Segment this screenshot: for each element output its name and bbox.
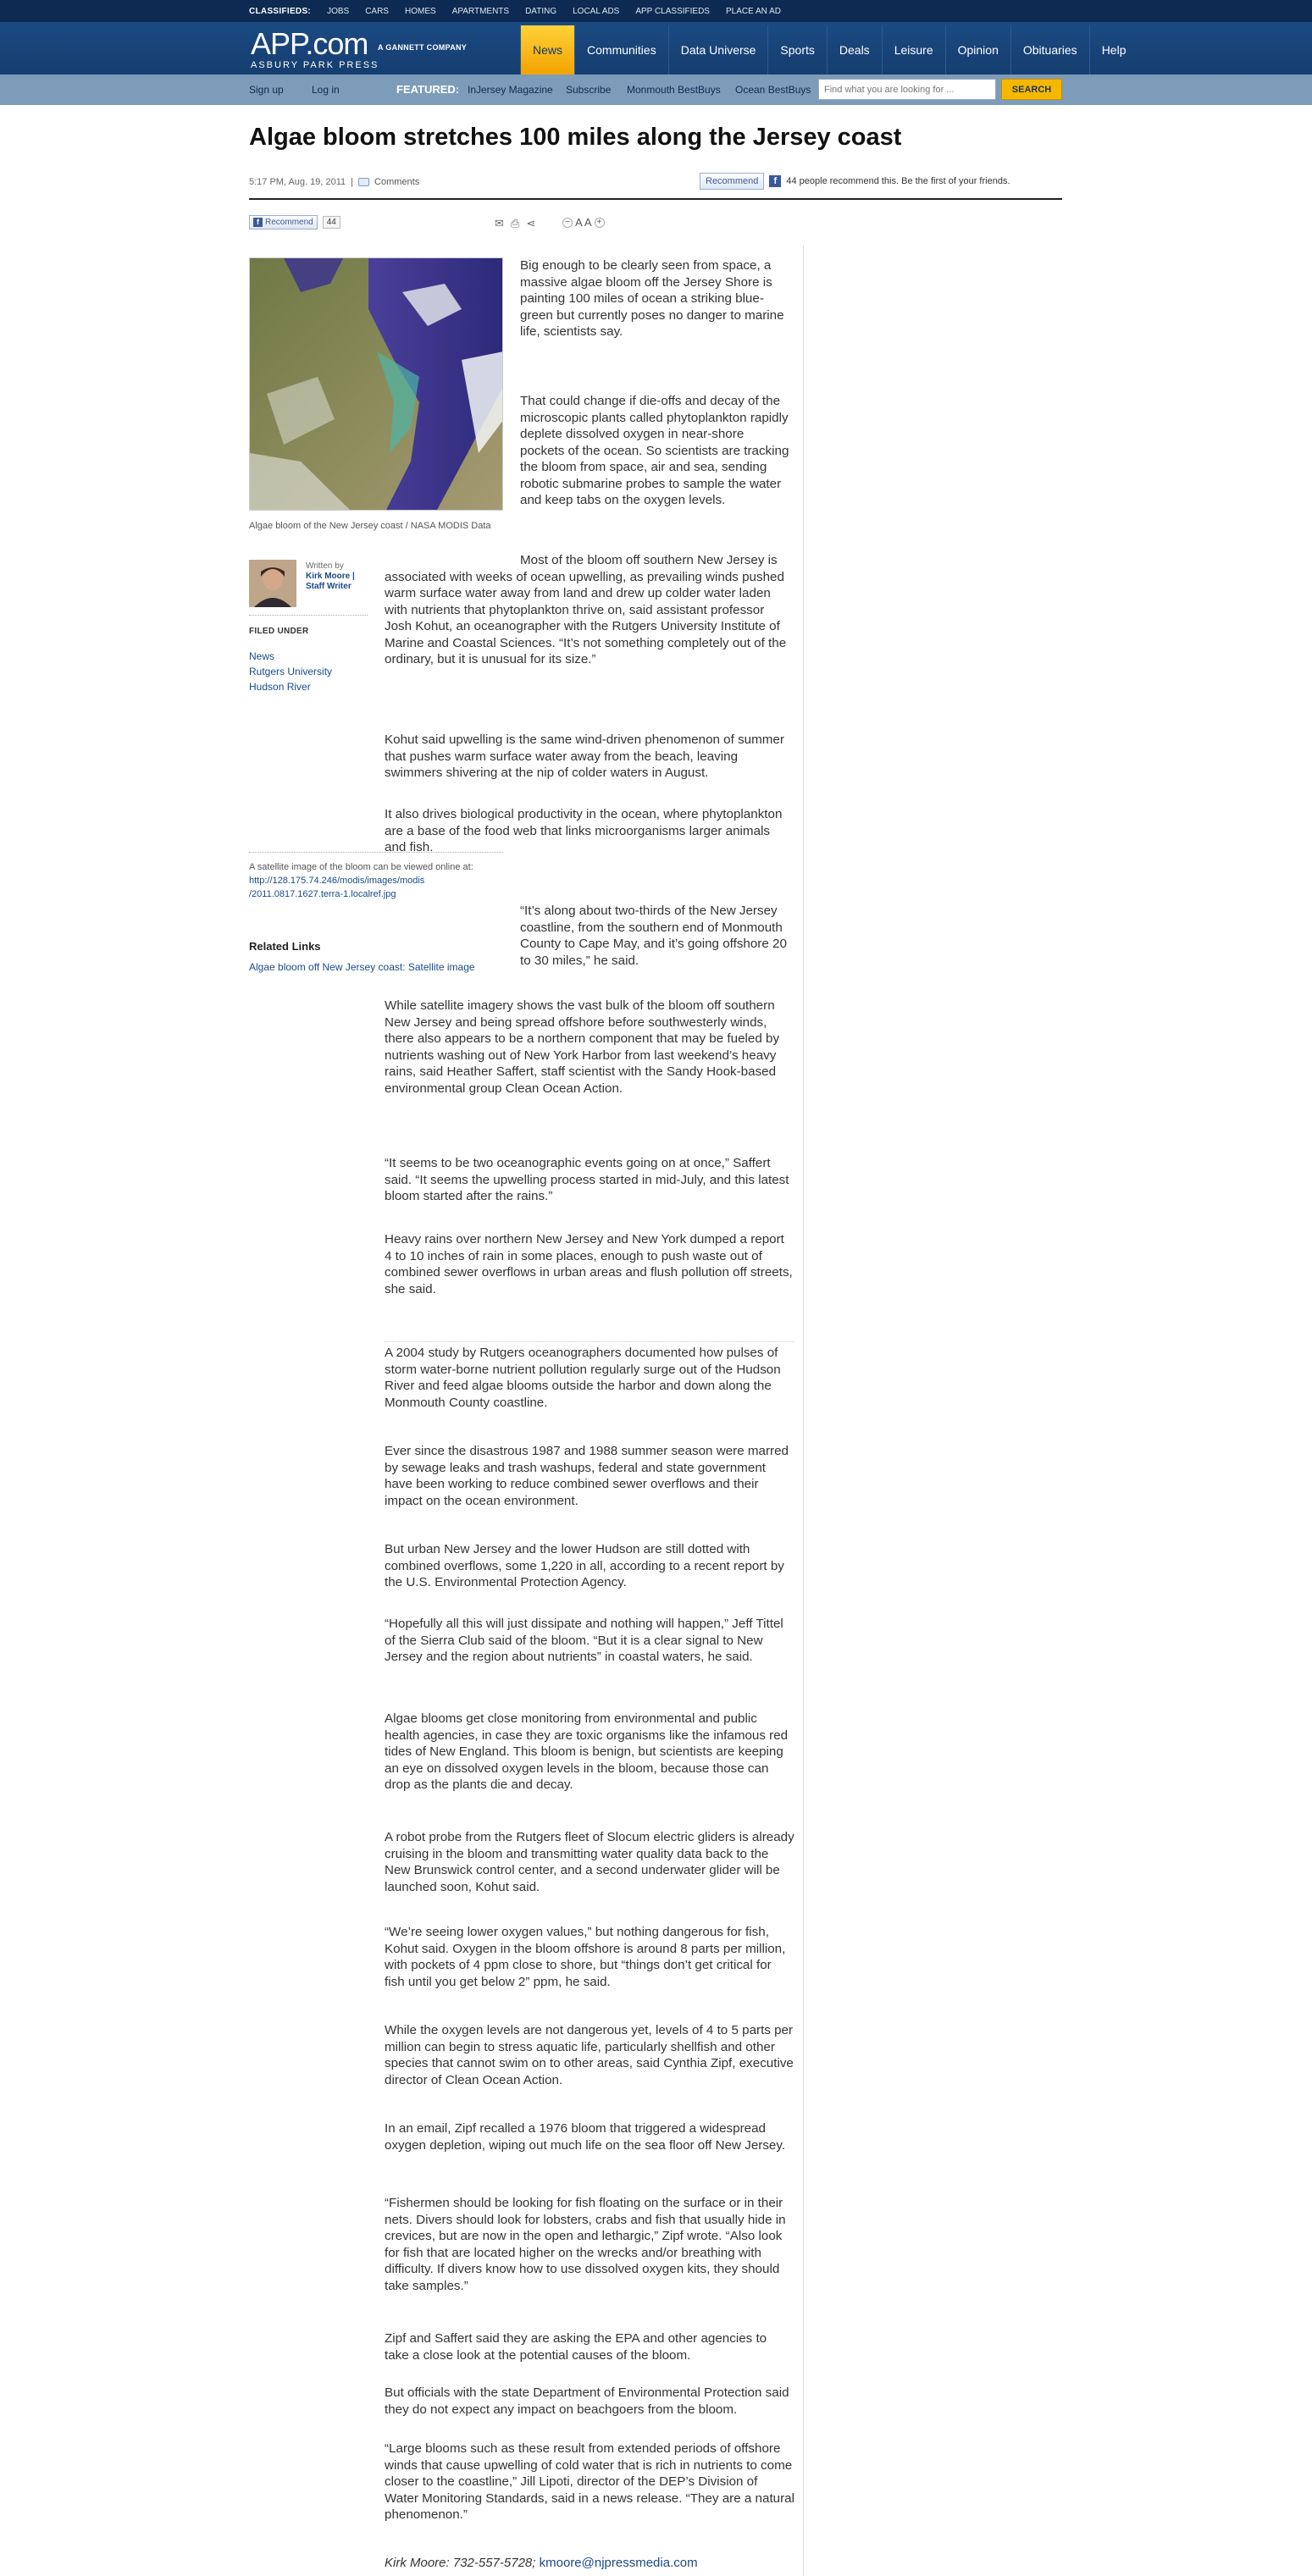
article-paragraph: A robot probe from the Rutgers fleet of Slocum electric gliders is already cruising in the bloom and transmitting water quality data back to the New Brunswick control center, and a second underwater glider will be launched soon, Kohut said. <box>385 1830 794 1894</box>
satellite-image-link[interactable]: http://128.175.74.246/modis/images/modis /2011.0817.1627.terra-1.localref.jpg <box>249 876 425 899</box>
signoff-text: Kirk Moore: 732-557-5728; <box>385 2556 536 2570</box>
filed-link-hudson[interactable]: Hudson River <box>249 681 311 693</box>
nav-sports[interactable]: Sports <box>767 25 826 75</box>
comment-icon <box>358 178 369 186</box>
written-by-label: Written by <box>306 561 344 571</box>
nav-obituaries[interactable]: Obituaries <box>1010 25 1089 75</box>
nav-help[interactable]: Help <box>1089 25 1138 75</box>
signoff-email-link[interactable]: kmoore@njpressmedia.com <box>539 2556 698 2570</box>
facebook-bar <box>700 173 1010 190</box>
search-button[interactable]: SEARCH <box>1001 79 1062 100</box>
article-paragraph: It also drives biological productivity in the ocean, where phytoplankton are a base of the food web that links microorganisms larger animals and fish. <box>385 807 783 854</box>
classifieds-bar <box>0 0 1312 22</box>
featured-label: FEATURED: <box>396 83 460 96</box>
nav-communities[interactable]: Communities <box>574 25 668 75</box>
text-larger-icon[interactable]: + <box>595 218 605 228</box>
nav-deals[interactable]: Deals <box>827 25 882 75</box>
article-paragraph: “Fishermen should be looking for fish floating on the surface or in their nets. Divers should look for lobsters, crabs and fish that usually hide in crevices, but are now in the open and lethargic,” Zipf wrote. “Also look for fish that are located higher on the wrecks and/or breathing with difficulty. If divers know how to use dissolved oxygen kits, they should take samples.” <box>385 2196 786 2293</box>
article-paragraph: But officials with the state Department of Environmental Protection said they do not expect any impact on beachgoers from the bloom. <box>385 2385 789 2417</box>
classifieds-label: CLASSIFIEDS: <box>249 6 312 16</box>
satellite-note <box>249 860 503 901</box>
featured-ocean[interactable]: Ocean BestBuys <box>735 84 811 96</box>
share-icon[interactable]: ⋖ <box>526 217 536 229</box>
facebook-icon: f <box>769 175 781 187</box>
comments-link[interactable]: Comments <box>374 177 420 187</box>
filed-link-rutgers[interactable]: Rutgers University <box>249 666 333 677</box>
text-size-label: A A <box>575 216 592 229</box>
text-smaller-icon[interactable]: − <box>562 218 573 228</box>
article-paragraph: Kohut said upwelling is the same wind-driven phenomenon of summer that pushes warm surface water away from the beach, leaving swimmers shivering at the nip of colder waters in August. <box>385 732 784 780</box>
article-paragraph: “It seems to be two oceanographic events going on at once,” Saffert said. “It seems the upwelling process started in mid-July, and this latest bloom started after the rains.” <box>385 1156 789 1203</box>
paragraph-separator <box>385 1341 794 1342</box>
article-paragraph: That could change if die-offs and decay of the microscopic plants called phytoplankton rapidly deplete dissolved oxygen in near-shore pockets of the ocean. So scientists are tracking the bloom from space, air and sea, sending robotic submarine probes to sample the water and keep tabs on the oxygen levels. <box>520 394 789 507</box>
logo-subtitle: ASBURY PARK PRESS <box>251 60 379 70</box>
logo-gannett: A GANNETT COMPANY <box>378 43 468 52</box>
recommend-count: 44 <box>323 216 340 229</box>
fb-recommend-button[interactable]: Recommend <box>700 173 764 190</box>
article-paragraph: While satellite imagery shows the vast bulk of the bloom off southern New Jersey and being spread offshore before southwesterly winds, there also appears to be a northern component that may be fueled by nutrients washing out of New York Harbor from last weekend’s heavy rains, said Heather Saffert, staff scientist with the Sandy Hook-based environmental group Clean Ocean Action. <box>385 998 780 1096</box>
article-paragraph: Ever since the disastrous 1987 and 1988 summer season were marred by sewage leaks and trash washups, federal and state government have been working to reduce combined sewer overflows and their impact on the ocean environment. <box>385 1444 789 1508</box>
filed-under-list <box>249 649 332 694</box>
nav-leisure[interactable]: Leisure <box>882 25 945 75</box>
classified-link-homes[interactable]: HOMES <box>404 6 436 16</box>
nav-opinion[interactable]: Opinion <box>945 25 1010 75</box>
article-paragraph: Big enough to be clearly seen from space, a massive algae bloom off the Jersey Shore is painting 100 miles of ocean a striking blue-green but currently poses no danger to marine life, scientists say. <box>520 258 784 339</box>
article-paragraph: “Large blooms such as these result from extended periods of offshore winds that cause upwelling of cold water that is rich in nutrients to come closer to the coastline,” Jill Lipoti, director of the DEP’s Division of Water Monitoring Standards, said in a news release. “They are a natural phenomenon.” <box>385 2441 794 2522</box>
article-meta <box>249 177 419 187</box>
classified-link-place-ad[interactable]: PLACE AN AD <box>725 6 782 16</box>
main-nav <box>520 25 1138 75</box>
featured-monmouth[interactable]: Monmouth BestBuys <box>627 84 721 96</box>
article-tools <box>249 215 340 229</box>
author-title: Staff Writer <box>306 582 352 591</box>
classified-link-dating[interactable]: DATING <box>525 6 557 16</box>
author-portrait <box>249 560 296 607</box>
author-name-link[interactable]: Kirk Moore | <box>306 572 355 581</box>
meta-separator: | <box>351 177 354 187</box>
satellite-image <box>250 258 503 511</box>
author-avatar[interactable] <box>249 560 296 607</box>
filed-under-label: FILED UNDER <box>249 627 309 636</box>
filed-link-news[interactable]: News <box>249 650 275 662</box>
satellite-note-text: A satellite image of the bloom can be viewed online at: <box>249 862 473 872</box>
headline-rule <box>249 198 1062 200</box>
classified-link-apartments[interactable]: APARTMENTS <box>451 6 510 16</box>
article-paragraph: While the oxygen levels are not dangerous yet, levels of 4 to 5 parts per million can begin to stress aquatic life, particularly shellfish and other species that cannot swim on to other areas, said Cynthia Zipf, executive director of Clean Ocean Action. <box>385 2023 794 2087</box>
article-timestamp: 5:17 PM, Aug. 19, 2011 <box>249 177 346 187</box>
featured-subscribe[interactable]: Subscribe <box>566 84 612 96</box>
fb-recommend-small-label: Recommend <box>265 218 313 227</box>
content-divider <box>803 246 804 2576</box>
article-paragraph: Algae blooms get close monitoring from environmental and public health agencies, in case they are toxic organisms like the infamous red tides of New England. This bloom is benign, but scientists are keeping an eye on dissolved oxygen levels in the bloom, because those can drop as the plants die and decay. <box>385 1711 789 1792</box>
related-links-title: Related Links <box>249 940 321 953</box>
article-paragraph: Zipf and Saffert said they are asking the EPA and other agencies to take a close look at the potential causes of the bloom. <box>385 2331 767 2363</box>
article-paragraph: A 2004 study by Rutgers oceanographers documented how pulses of storm water-borne nutrient pollution regularly surge out of the Hudson River and feed algae blooms outside the harbor and down along the Monmouth County coastline. <box>385 1346 781 1410</box>
article-photo[interactable] <box>249 257 503 511</box>
article-headline: Algae bloom stretches 100 miles along the Jersey coast <box>249 124 902 151</box>
article-paragraph: But urban New Jersey and the lower Hudson are still dotted with combined overflows, some 1,220 in all, according to a recent report by the U.S. Environmental Protection Agency. <box>385 1542 784 1589</box>
article-paragraph: Most of the bloom off southern New Jersey is associated with weeks of ocean upwelling, as prevailing winds pushed warm surface water away from land and drew up colder water laden with nutrients that phytoplankton thrive on, said assistant professor Josh Kohut, an oceanographer with the Rutgers University Institute of Marine and Coastal Sciences. “It’s not something completely out of the ordinary, but it is unusual for its size.” <box>385 553 787 666</box>
fb-recommend-text: 44 people recommend this. Be the first of your friends. <box>786 176 1010 186</box>
login-link[interactable]: Log in <box>312 84 340 96</box>
article-paragraph: In an email, Zipf recalled a 1976 bloom that triggered a widespread oxygen depletion, wiping out much life on the sea floor off New Jersey. <box>385 2121 786 2153</box>
author-meta <box>306 561 355 592</box>
classified-link-cars[interactable]: CARS <box>365 6 389 16</box>
article-paragraph: “Hopefully all this will just dissipate and nothing will happen,” Jeff Tittel of the Sierra Club said of the bloom. “But it is a clear signal to New Jersey and the region about nutrients” in coastal waters, he said. <box>385 1617 783 1664</box>
nav-news[interactable]: News <box>520 25 574 75</box>
sub-nav <box>0 75 1312 105</box>
author-divider <box>249 615 368 616</box>
featured-injersey[interactable]: InJersey Magazine <box>468 84 553 96</box>
facebook-small-icon: f <box>253 218 263 227</box>
related-link[interactable]: Algae bloom off New Jersey coast: Satellite image <box>249 961 475 973</box>
email-icon[interactable]: ✉ <box>495 217 504 229</box>
article-signoff <box>385 2556 698 2570</box>
article-paragraph: Heavy rains over northern New Jersey and New York dumped a report 4 to 10 inches of rain in some places, enough to push waste out of combined sewer overflows in urban areas and flush pollution off streets, she said. <box>385 1232 793 1296</box>
search-input[interactable] <box>818 79 996 100</box>
logo-app: APP.com <box>251 26 368 61</box>
fb-recommend-small-button[interactable] <box>249 215 318 229</box>
nav-data-universe[interactable]: Data Universe <box>668 25 768 75</box>
classified-link-app-classifieds[interactable]: APP CLASSIFIEDS <box>635 6 710 16</box>
tool-icons <box>495 217 535 230</box>
print-icon[interactable]: ⎙ <box>510 217 520 229</box>
photo-caption: Algae bloom of the New Jersey coast / NASA MODIS Data <box>249 521 491 531</box>
text-size-control <box>562 216 605 229</box>
classified-link-local-ads[interactable]: LOCAL ADS <box>573 6 620 16</box>
site-logo[interactable] <box>251 26 468 70</box>
classified-link-jobs[interactable]: JOBS <box>327 6 350 16</box>
signup-link[interactable]: Sign up <box>249 84 284 96</box>
article-paragraph: “We’re seeing lower oxygen values,” but nothing dangerous for fish, Kohut said. Oxygen in the bloom offshore is around 8 parts per million, with pockets of 4 ppm close to shore, but “things don’t get critical for fish until you get below 2” ppm, he said. <box>385 1925 786 1989</box>
masthead <box>0 22 1312 75</box>
article-paragraph: “It’s along about two-thirds of the New Jersey coastline, from the southern end of Monmouth County to Cape May, and it’s going offshore 20 to 30 miles,” he said. <box>520 904 787 968</box>
